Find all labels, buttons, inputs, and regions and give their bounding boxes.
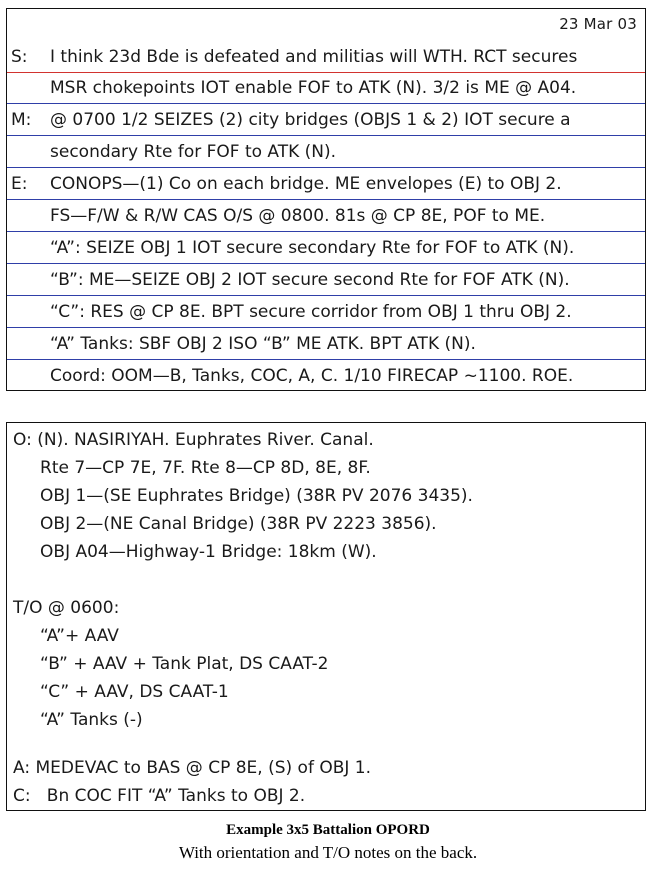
back-line: “C” + AAV, DS CAAT-1 [13,682,229,702]
back-line [13,566,645,594]
back-line: C: Bn COC FIT “A” Tanks to OBJ 2. [13,786,306,806]
card-line [7,265,645,296]
card-line [7,169,645,200]
line-text: Coord: OOM—B, Tanks, COC, A, C. 1/10 FIRECAP ~1100. ROE. [50,366,574,386]
card-line [7,42,645,73]
card-line [7,329,645,360]
back-line: “A” Tanks (-) [13,710,143,730]
line-text: I think 23d Bde is defeated and militias will WTH. RCT secures [50,47,578,67]
line-text: FS—F/W & R/W CAS O/S @ 0800. 81s @ CP 8E, POF to ME. [50,206,546,226]
index-card-back [6,422,646,811]
back-line: T/O @ 0600: [13,598,120,618]
back-line: OBJ A04—Highway-1 Bridge: 18km (W). [13,542,377,562]
back-line: “A”+ AAV [13,626,119,646]
card-line [7,73,645,104]
back-line: A: MEDEVAC to BAS @ CP 8E, (S) of OBJ 1. [13,758,372,778]
card-line [7,297,645,328]
index-card-front [6,8,646,391]
line-text: CONOPS—(1) Co on each bridge. ME envelopes (E) to OBJ 2. [50,174,562,194]
line-text: “B”: ME—SEIZE OBJ 2 IOT secure second Rte for FOF ATK (N). [50,270,570,290]
caption-title: Example 3x5 Battalion OPORD [226,822,430,838]
line-text: “C”: RES @ CP 8E. BPT secure corridor from OBJ 1 thru OBJ 2. [50,302,572,322]
line-text: secondary Rte for FOF to ATK (N). [50,142,337,162]
paragraph-label: S: [11,47,28,67]
line-text: MSR chokepoints IOT enable FOF to ATK (N). 3/2 is ME @ A04. [50,78,577,98]
card-line [7,361,645,392]
card-line [7,105,645,136]
line-text: @ 0700 1/2 SEIZES (2) city bridges (OBJS 1 & 2) IOT secure a [50,110,571,130]
back-line: OBJ 2—(NE Canal Bridge) (38R PV 2223 3856). [13,514,437,534]
caption-subtitle: With orientation and T/O notes on the back. [178,843,478,862]
card-line [7,137,645,168]
back-line: “B” + AAV + Tank Plat, DS CAAT-2 [13,654,329,674]
paragraph-label: M: [11,110,32,130]
back-line: O: (N). NASIRIYAH. Euphrates River. Canal. [13,430,374,450]
back-line: OBJ 1—(SE Euphrates Bridge) (38R PV 2076 3435). [13,486,473,506]
line-text: “A”: SEIZE OBJ 1 IOT secure secondary Rte for FOF to ATK (N). [50,238,575,258]
card-date: 23 Mar 03 [559,15,637,33]
paragraph-label: E: [11,174,28,194]
back-line: Rte 7—CP 7E, 7F. Rte 8—CP 8D, 8E, 8F. [13,458,371,478]
card-line [7,233,645,264]
card-line [7,201,645,232]
line-text: “A” Tanks: SBF OBJ 2 ISO “B” ME ATK. BPT ATK (N). [50,334,476,354]
